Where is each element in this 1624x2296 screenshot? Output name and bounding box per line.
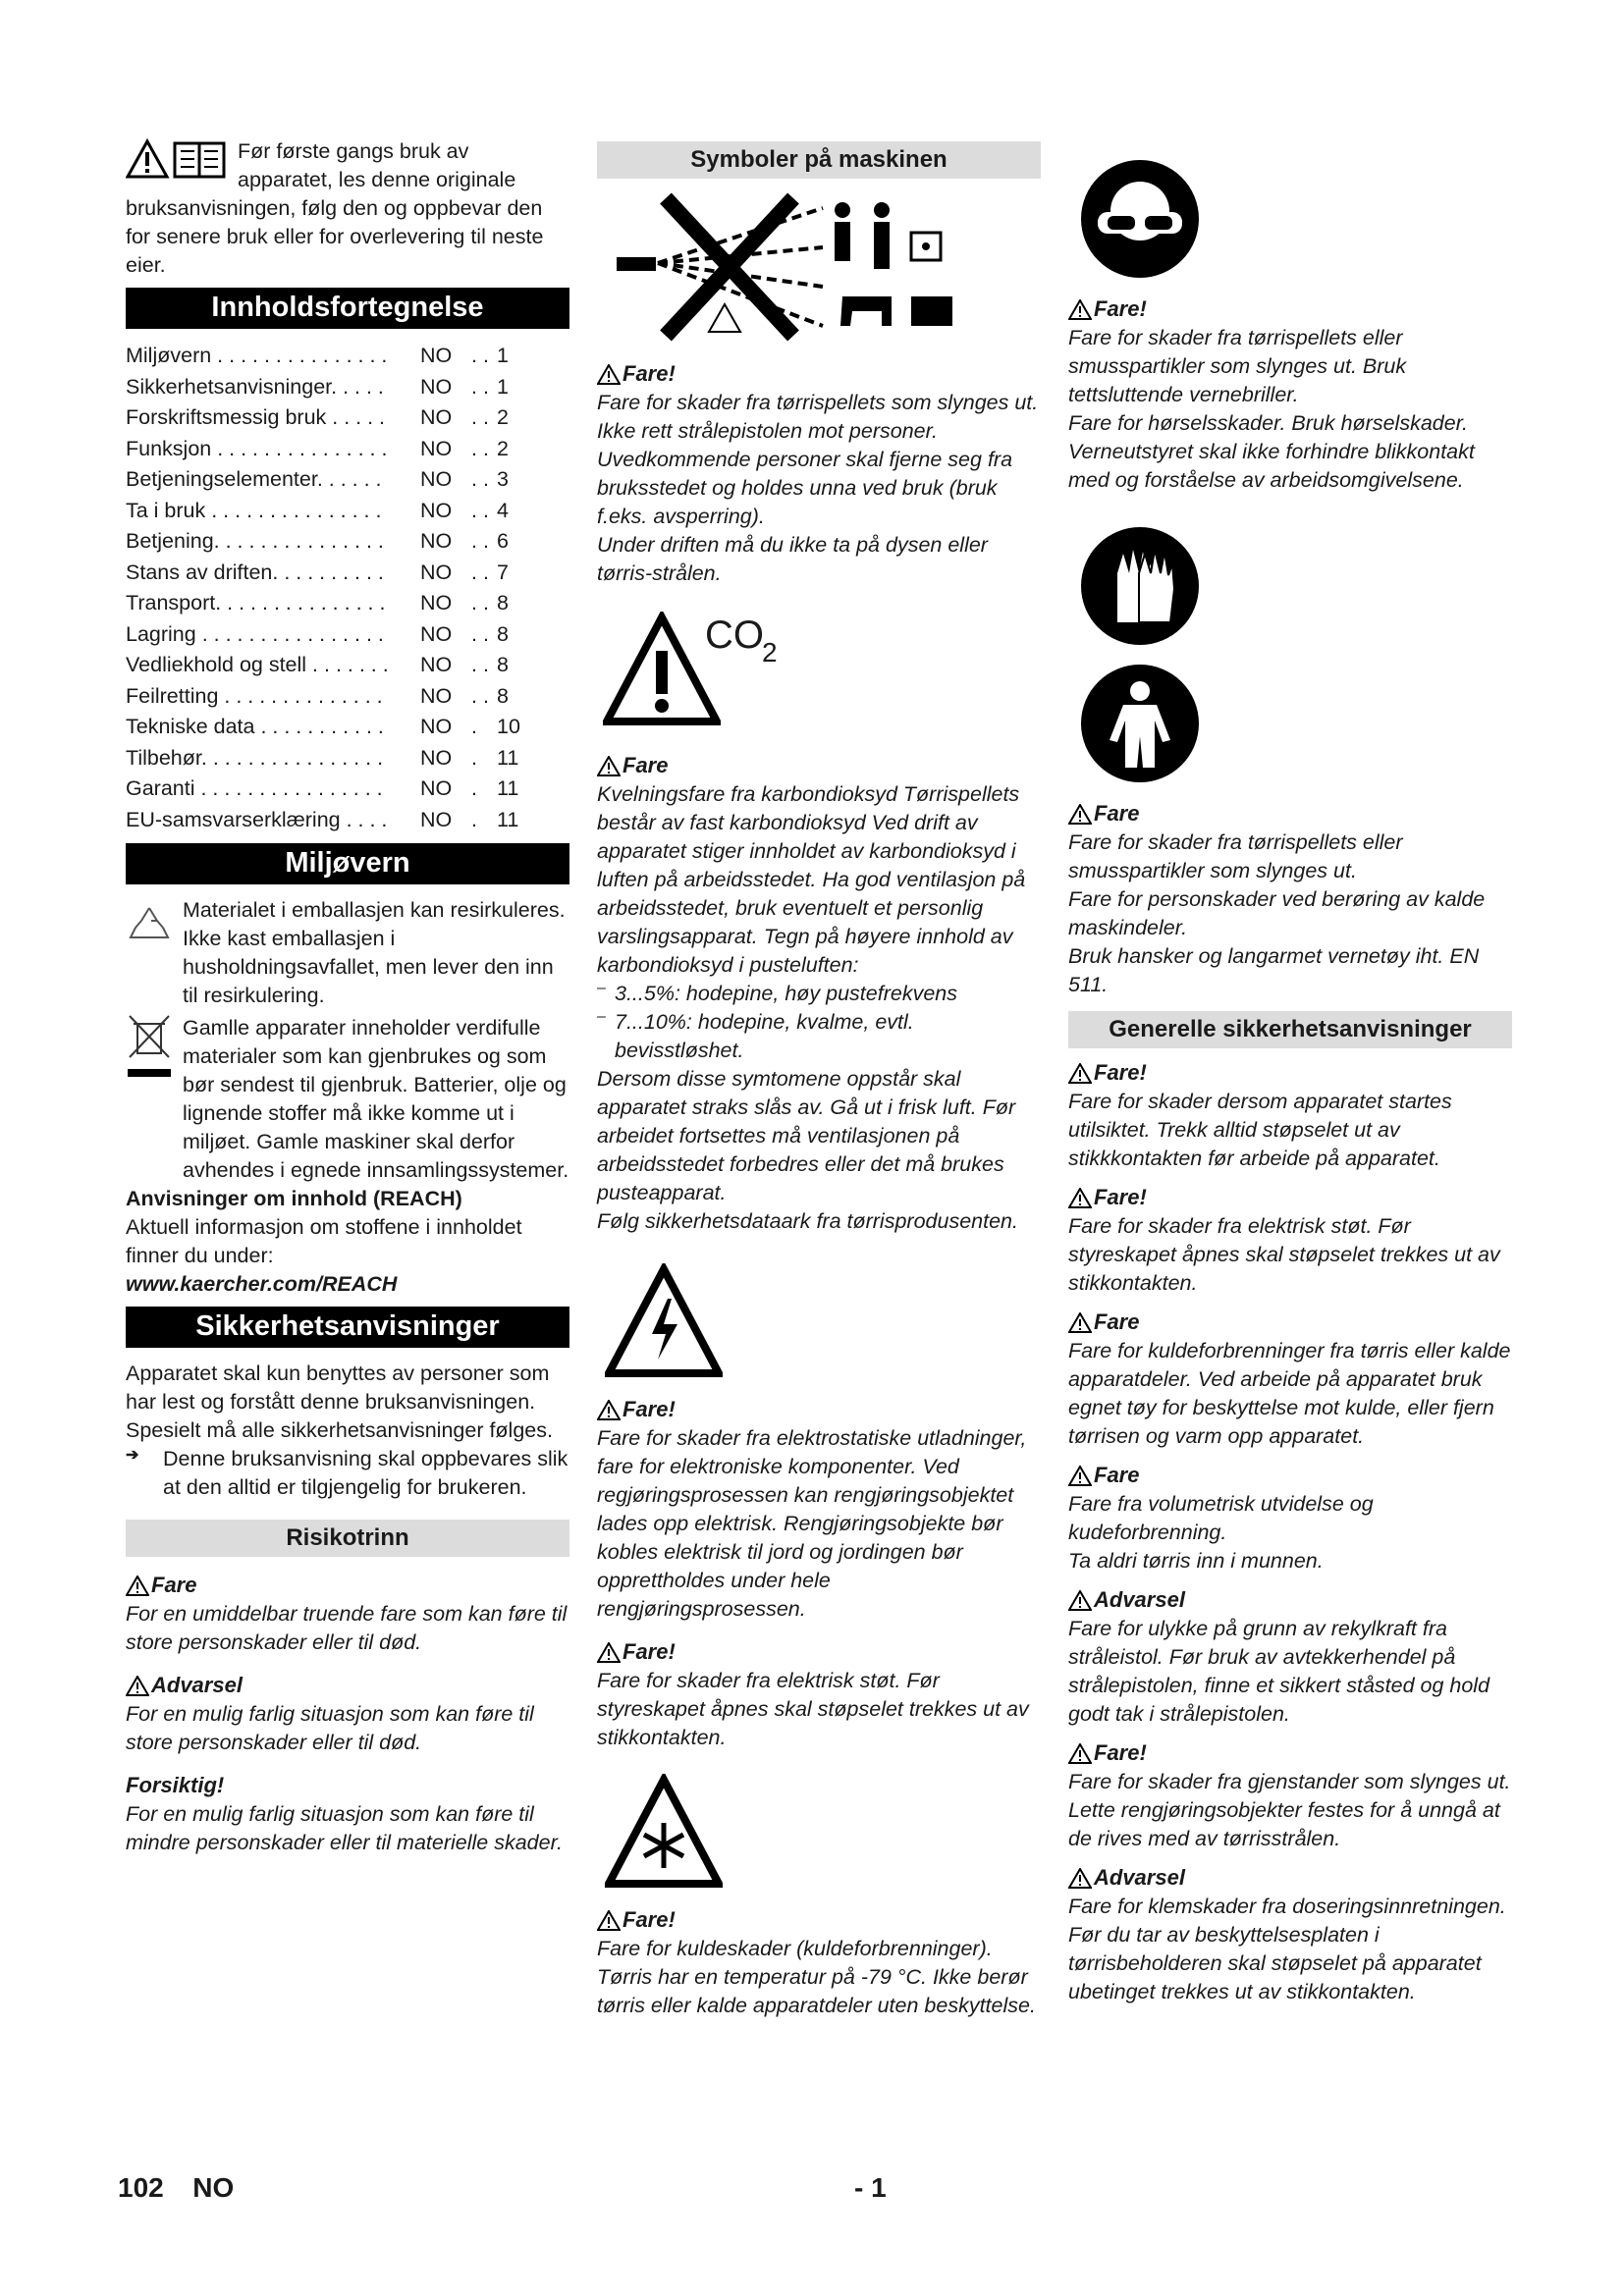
toc-t: Miljøvern . . . . . . . . . . . . . . . (126, 344, 388, 367)
cold-hazard-icon (605, 1774, 723, 1892)
generelle-item-label: Fare! (1068, 1738, 1512, 1768)
toc-item[interactable] (126, 341, 569, 372)
generelle-item-text: Fare for skader fra gjenstander som slynges ut. Lette rengjøringsobjekter festes for å unngå at de rives med av tørrisstrålen. (1068, 1770, 1511, 1850)
weee-text: Gamlle apparater inneholder verdifulle materialer som kan gjenbrukes og som bør sendest til gjenbruk. Batterier, olje og lignende stoffer må ikke komme ut i miljøet. Gamle maskiner skal derfor avhendes i egnede innsamlingssystemer. (183, 1016, 569, 1182)
generelle-item-text: Fare for skader fra elektrisk støt. Før styreskapet åpnes skal støpselet trekkes ut av stikkontakten. (1068, 1214, 1500, 1295)
toc-n: NO (420, 621, 453, 646)
toc-t: Tilbehør. . . . . . . . . . . . . . . . (126, 745, 384, 770)
toc-pg: 8 (497, 653, 509, 676)
toc-d: . (471, 776, 477, 800)
toc-pg: 4 (497, 498, 509, 522)
toc-d: . . (471, 405, 489, 429)
toc-item[interactable] (126, 434, 569, 465)
generelle-item-label: Advarsel (1068, 1863, 1512, 1893)
toc-t: Ta i bruk . . . . . . . . . . . . . . . (126, 498, 382, 522)
footer-page: 102 (118, 2172, 164, 2203)
intro-block (126, 137, 569, 280)
warning-triangle-icon (1068, 1743, 1092, 1764)
sym-w3-text: Fare for skader fra elektrostatiske utladninger, fare for elektroniske komponenter. Ved regjøringsprosessen kan rengjøringsobjektet lades opp elektrisk. Rengjøringsobjekte bør kobles elektrisk til jord og jordingen bør opprettholdes under hele rengjøringsprosessen. (597, 1426, 1027, 1621)
warning-triangle-icon (597, 364, 621, 385)
toc-t: Lagring . . . . . . . . . . . . . . . . (126, 621, 384, 646)
co2-sub: 2 (762, 637, 778, 667)
recycle-text: Materialet i emballasjen kan resirkuleres. Ikke kast emballasjen i husholdningsavfallet, men lever den inn til resirkulering. (183, 898, 566, 1007)
warning-triangle-icon (1068, 1868, 1092, 1889)
warning-triangle-icon (126, 1575, 149, 1596)
toc-n: NO (420, 653, 453, 676)
toc-pg: 7 (497, 560, 509, 584)
toc-t: Tekniske data . . . . . . . . . . . (126, 715, 384, 738)
warning-triangle-icon (1068, 1466, 1092, 1486)
generelle-item-label: Advarsel (1068, 1585, 1512, 1615)
toc-d: . . (471, 374, 489, 399)
sikkerhet-text: Apparatet skal kun benyttes av personer som har lest og forstått denne bruksanvisningen. Spesielt må alle sikkerhetsanvisninger følges. (126, 1362, 553, 1442)
symboler-title: Symboler på maskinen (597, 141, 1041, 179)
sym-w1-label: Fare! (597, 359, 1041, 389)
toc-list (126, 341, 569, 835)
toc-t: Feilretting . . . . . . . . . . . . . . (126, 683, 383, 708)
toc-d: . . (471, 498, 489, 522)
sym-w2-dash1: – 3...5%: hodepine, høy pustefrekvens (597, 980, 957, 1005)
footer-page-lang (118, 2172, 234, 2204)
toc-pg: 6 (497, 529, 509, 553)
sym-w2-text: Kvelningsfare fra karbondioksyd Tørrispellets består av fast karbondioksyd Ved drift av apparatet stiger innholdet av karbondioksyd i luften på arbeidsstedet. Ha god ventilasjon på arbeidsstedet, bruk eventuelt et personlig varslingsapparat. Tegn på høyere innhold av karbondioksyd i pusteluften: (597, 782, 1026, 977)
c3-p2-text: Fare for skader fra tørrispellets eller smusspartikler som slynges ut. (1068, 830, 1403, 882)
toc-t: Sikkerhetsanvisninger. . . . . (126, 374, 384, 399)
generelle-list (1068, 1058, 1512, 2006)
toc-pg: 8 (497, 621, 509, 646)
toc-t: Funksjon . . . . . . . . . . . . . . . (126, 436, 388, 460)
generelle-item-label: Fare (1068, 1461, 1512, 1490)
warning-triangle-icon (1068, 804, 1092, 825)
toc-item[interactable] (126, 588, 569, 619)
toc-n: NO (420, 807, 453, 831)
toc-n: NO (420, 683, 453, 708)
toc-n: NO (420, 436, 453, 460)
risiko-fare-text: For en umiddelbar truende fare som kan føre til store personskader eller til død. (126, 1602, 568, 1654)
column-middle (597, 137, 1041, 2020)
warning-triangle-icon (1068, 1063, 1092, 1084)
footer-center: - 1 (854, 2172, 887, 2203)
c3-p1-text: Fare for skader fra tørrispellets eller smusspartikler som slynges ut. Bruk tettsluttende vernebriller. (1068, 326, 1407, 406)
warning-triangle-icon (597, 1642, 621, 1663)
no-spray-at-people-icon (597, 188, 1041, 346)
crossed-bin-icon (126, 1014, 173, 1079)
toc-n: NO (420, 344, 453, 367)
toc-pg: 11 (497, 776, 519, 800)
toc-item[interactable] (126, 526, 569, 558)
electric-hazard-icon (605, 1263, 723, 1381)
toc-pg: 1 (497, 344, 509, 367)
sym-w2-text2: Dersom disse symtomene oppstår skal apparatet straks slås av. Gå ut i frisk luft. Før arbeidet fortsettes må ventilasjonen på arbeidsstedet forbedres eller det må brukes pusteapparat. (597, 1067, 1016, 1204)
toc-item[interactable] (126, 805, 569, 836)
c3-p2-text2: Fare for personskader ved berøring av kalde maskindeler. (1068, 887, 1486, 939)
recycle-row (126, 896, 569, 1010)
toc-d: . . (471, 467, 489, 491)
warning-triangle-icon (597, 756, 621, 776)
toc-item[interactable] (126, 712, 569, 743)
generelle-title: Generelle sikkerhetsanvisninger (1068, 1011, 1512, 1048)
warning-book-icon (126, 137, 232, 181)
sym-w4-label: Fare! (597, 1637, 1041, 1667)
toc-item[interactable] (126, 743, 569, 774)
toc-item[interactable] (126, 496, 569, 527)
generelle-item-label: Fare (1068, 1308, 1512, 1337)
c3-p2-text3: Bruk hansker og langarmet vernetøy iht. EN 511. (1068, 944, 1480, 996)
recycle-icon (126, 902, 173, 949)
risiko-title: Risikotrinn (126, 1520, 569, 1557)
sikkerhet-title: Sikkerhetsanvisninger (126, 1307, 569, 1348)
toc-n: NO (420, 776, 453, 800)
toc-d: . (471, 745, 477, 770)
risiko-fare-label: Fare (126, 1571, 569, 1600)
generelle-item-text: Fare for kuldeforbrenninger fra tørris eller kalde apparatdeler. Ved arbeide på apparatet bruk egnet tøy for beskyttelse mot kulde, eller fjern tørrisen og varm opp apparatet. (1068, 1339, 1511, 1448)
generelle-item-text: Fare fra volumetrisk utvidelse og kudeforbrenning. (1068, 1492, 1374, 1544)
warning-triangle-icon (597, 1400, 621, 1420)
toc-n: NO (420, 591, 453, 614)
toc-item[interactable] (126, 402, 569, 434)
toc-d: . (471, 715, 477, 738)
toc-pg: 8 (497, 591, 509, 614)
warning-triangle-icon (126, 1676, 149, 1696)
generelle-item-label: Fare! (1068, 1183, 1512, 1212)
toc-t: Vedliekhold og stell . . . . . . . (126, 653, 389, 676)
toc-t: Transport. . . . . . . . . . . . . . . (126, 591, 386, 614)
toc-t: Betjeningselementer. . . . . . (126, 467, 382, 491)
toc-pg: 8 (497, 683, 509, 708)
reach-title: Anvisninger om innhold (REACH) (126, 1187, 462, 1210)
reach-link[interactable]: www.kaercher.com/REACH (126, 1272, 398, 1296)
warning-triangle-icon (1068, 1188, 1092, 1208)
toc-pg: 2 (497, 436, 509, 460)
miljo-title: Miljøvern (126, 843, 569, 884)
risiko-advarsel-text: For en mulig farlig situasjon som kan føre til store personskader eller til død. (126, 1702, 534, 1754)
toc-pg: 11 (497, 807, 519, 831)
toc-pg: 2 (497, 405, 509, 429)
generelle-item-text: Fare for skader dersom apparatet startes utilsiktet. Trekk alltid støpselet ut av stikkkontakten før arbeide på apparatet. (1068, 1090, 1452, 1170)
column-right (1068, 137, 1512, 2006)
toc-pg: 11 (497, 745, 519, 770)
footer-lang: NO (192, 2172, 235, 2203)
toc-n: NO (420, 560, 453, 584)
risiko-forsiktig-label: Forsiktig! (126, 1773, 225, 1797)
toc-pg: 3 (497, 467, 509, 491)
toc-pg: 10 (497, 715, 520, 738)
warning-triangle-icon (603, 612, 721, 729)
co2-sign (597, 610, 1041, 737)
arrow-icon: ➔ (126, 1447, 139, 1464)
weee-row (126, 1014, 569, 1185)
sym-w2-label: Fare (597, 751, 1041, 780)
toc-t: Garanti . . . . . . . . . . . . . . . . (126, 776, 383, 800)
c3-p2-label: Fare (1068, 799, 1512, 828)
toc-n: NO (420, 715, 453, 738)
toc-item[interactable] (126, 464, 569, 496)
toc-n: NO (420, 374, 453, 399)
c3-p1-text2: Fare for hørselsskader. Bruk hørselskader. Verneutstyret skal ikke forhindre blikkontakt med og forståelse av arbeidsomgivelsene. (1068, 411, 1475, 492)
toc-pg: 1 (497, 374, 509, 399)
sym-w5-label: Fare! (597, 1905, 1041, 1935)
sym-w2-dash2: – 7...10%: hodepine, kvalme, evtl. bevisstløshet. (597, 1008, 914, 1062)
sym-w4-text: Fare for skader fra elektrisk støt. Før styreskapet åpnes skal støpselet trekkes ut av stikkontakten. (597, 1669, 1029, 1749)
toc-n: NO (420, 745, 453, 770)
toc-item[interactable] (126, 619, 569, 651)
toc-d: . (471, 807, 477, 831)
toc-t: Betjening. . . . . . . . . . . . . . . (126, 529, 384, 553)
generelle-item-label: Fare! (1068, 1058, 1512, 1088)
sikkerhet-bullet (126, 1445, 569, 1502)
toc-d: . . (471, 529, 489, 553)
column-left (126, 137, 569, 1857)
goggles-ear-protection-icon (1078, 157, 1202, 281)
warning-triangle-icon (1068, 1312, 1092, 1333)
toc-n: NO (420, 405, 453, 429)
toc-title: Innholdsfortegnelse (126, 288, 569, 329)
toc-item[interactable] (126, 558, 569, 589)
warning-triangle-icon (1068, 299, 1092, 320)
co2-label: CO (705, 614, 764, 657)
toc-d: . . (471, 560, 489, 584)
toc-t: EU-samsvarserklæring . . . . (126, 807, 388, 831)
toc-n: NO (420, 529, 453, 553)
toc-item[interactable] (126, 681, 569, 713)
protective-suit-icon (1078, 662, 1202, 785)
gloves-icon (1078, 524, 1202, 648)
warning-triangle-icon (597, 1910, 621, 1931)
toc-t: Stans av driften. . . . . . . . . . (126, 560, 384, 584)
sym-w1-text2: Under driften må du ikke ta på dysen eller tørris-strålen. (597, 533, 988, 585)
toc-item[interactable] (126, 372, 569, 403)
toc-n: NO (420, 498, 453, 522)
generelle-item-text: Fare for klemskader fra doseringsinnretningen. Før du tar av beskyttelsesplaten i tørrisbeholderen skal støpselet på apparatet ubetinget trekkes ut av stikkontakten. (1068, 1895, 1506, 2003)
toc-item[interactable] (126, 774, 569, 805)
toc-t: Forskriftsmessig bruk . . . . . (126, 405, 386, 429)
toc-d: . . (471, 683, 489, 708)
toc-d: . . (471, 591, 489, 614)
toc-d: . . (471, 653, 489, 676)
risiko-advarsel-label: Advarsel (126, 1671, 569, 1700)
sym-w2-text3: Følg sikkerhetsdataark fra tørrisprodusenten. (597, 1209, 1018, 1233)
reach-text: Aktuell informasjon om stoffene i innholdet finner du under: (126, 1215, 522, 1267)
sym-w1-text: Fare for skader fra tørrispellets som slynges ut. Ikke rett strålepistolen mot personer. Uvedkommende personer skal fjerne seg fra bruksstedet og holdes unna ved bruk (bruk f.eks. avsperring). (597, 391, 1039, 528)
toc-d: . . (471, 621, 489, 646)
generelle-item-text2: Ta aldri tørris inn i munnen. (1068, 1549, 1324, 1573)
c3-p1-label: Fare! (1068, 294, 1512, 324)
toc-d: . . (471, 436, 489, 460)
toc-n: NO (420, 467, 453, 491)
generelle-item-text: Fare for ulykke på grunn av rekylkraft fra stråleistol. Før bruk av avtekkerhendel på strålepistolen, finne et sikkert ståsted og hold godt tak i strålepistolen. (1068, 1617, 1490, 1726)
sym-w5-text: Fare for kuldeskader (kuldeforbrenninger). Tørris har en temperatur på -79 °C. Ikke berør tørris eller kalde apparatdeler uten beskyttelse. (597, 1937, 1036, 2017)
sym-w3-label: Fare! (597, 1395, 1041, 1424)
toc-item[interactable] (126, 650, 569, 681)
intro-text: Før første gangs bruk av apparatet, les denne originale bruksanvisningen, følg den og oppbevar den for senere bruk eller for overlevering til neste eier. (126, 139, 544, 277)
toc-d: . . (471, 344, 489, 367)
risiko-forsiktig-text: For en mulig farlig situasjon som kan føre til mindre personskader eller til materielle skader. (126, 1802, 563, 1854)
warning-triangle-icon (1068, 1590, 1092, 1611)
sikkerhet-bullet-text: Denne bruksanvisning skal oppbevares slik at den alltid er tilgjengelig for brukeren. (163, 1447, 568, 1499)
